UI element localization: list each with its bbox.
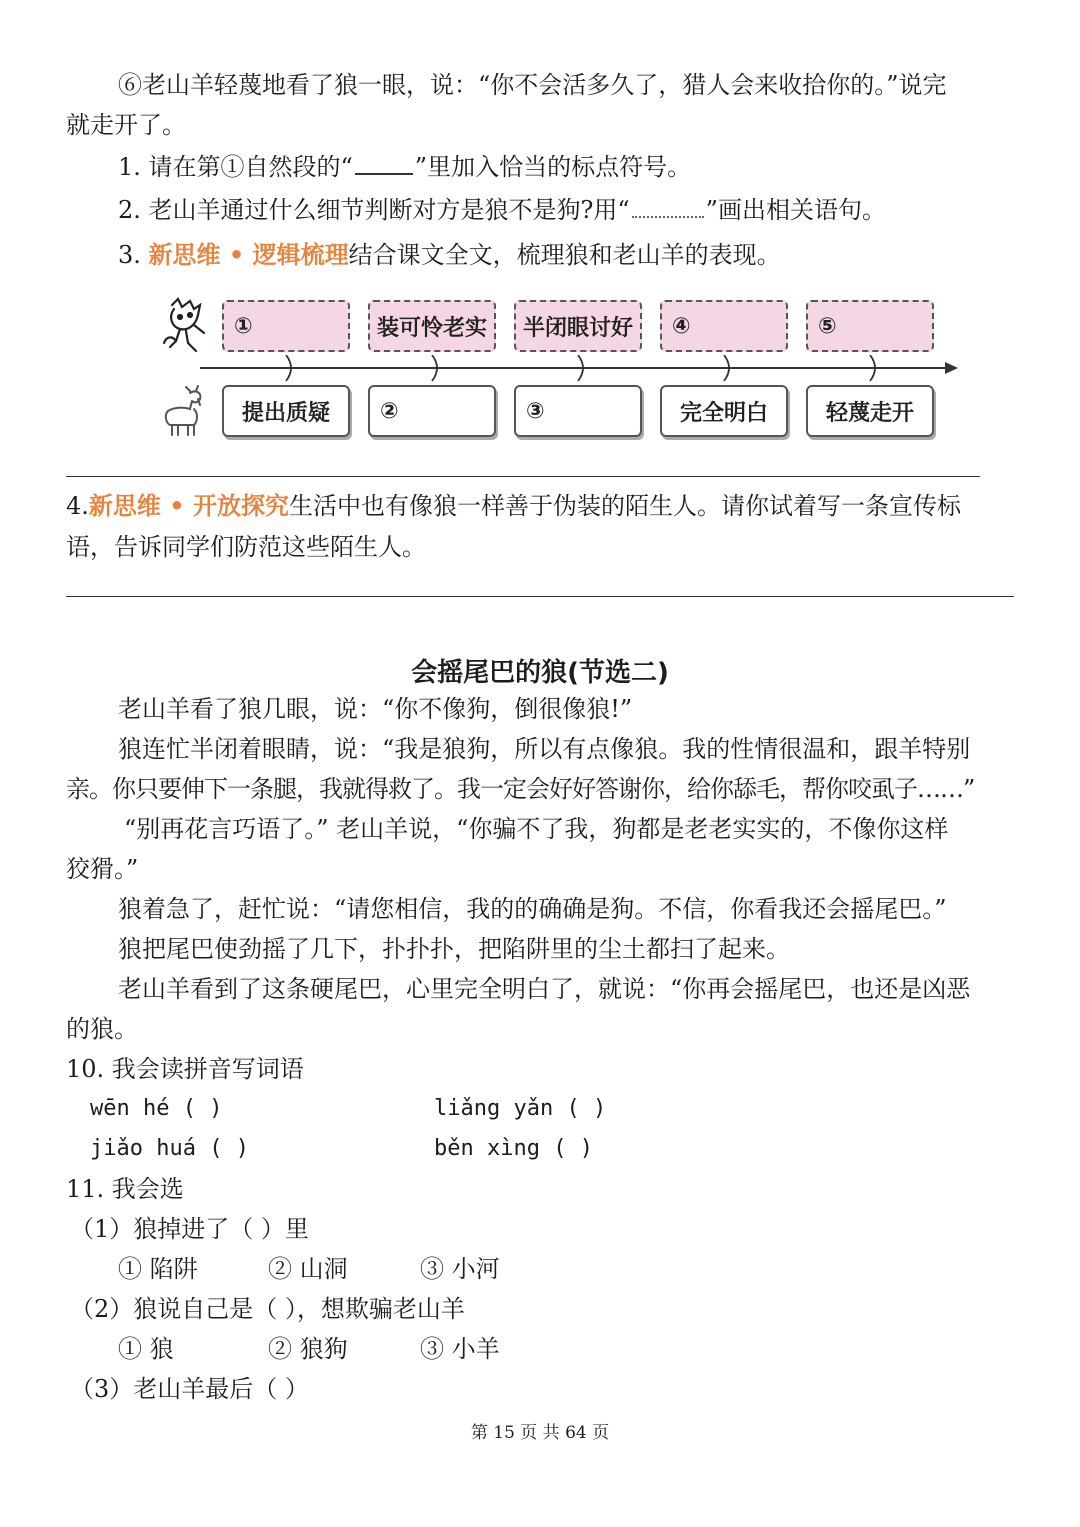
goat-icon bbox=[160, 385, 206, 437]
pinyin-item[interactable]: wēn hé ( ) bbox=[90, 1096, 223, 1121]
question-1-after: ”里加入恰当的标点符号。 bbox=[414, 153, 692, 181]
answer-line-q3[interactable] bbox=[66, 476, 980, 477]
wolf-box-5[interactable]: ⑤ bbox=[806, 300, 934, 352]
goat-box-2[interactable]: ② bbox=[368, 385, 496, 437]
question-1-before: 1. 请在第①自然段的“ bbox=[118, 153, 353, 181]
question-3-number: 3. bbox=[118, 241, 141, 269]
answer-line-q4[interactable] bbox=[66, 596, 1014, 597]
para6-line2: 就走开了。 bbox=[66, 111, 186, 139]
sub-question-2[interactable]: （2）狼说自己是（ ），想欺骗老山羊 bbox=[70, 1295, 465, 1323]
goat-box-5: 轻蔑走开 bbox=[806, 385, 934, 437]
wolf-box-2: 装可怜老实 bbox=[368, 300, 496, 352]
question-4 bbox=[66, 491, 961, 521]
question-3-tag: 新思维 • 逻辑梳理 bbox=[148, 241, 349, 269]
passage-line: 老山羊看了狼几眼，说：“你不像狗，倒很像狼!” bbox=[118, 695, 633, 723]
question-2-before: 2. 老山羊通过什么细节判断对方是狼不是狗?用“ bbox=[118, 196, 630, 224]
question-3 bbox=[118, 240, 781, 270]
passage-line: 亲。你只要伸下一条腿，我就得救了。我一定会好好答谢你，给你舔毛，帮你咬虱子……” bbox=[66, 775, 975, 803]
pinyin-item[interactable]: běn xìng ( ) bbox=[434, 1136, 593, 1161]
passage-line: 的狼。 bbox=[66, 1015, 138, 1043]
question-4-tag: 新思维 • 开放探究 bbox=[88, 492, 289, 520]
wolf-box-1[interactable]: ① bbox=[222, 300, 350, 352]
goat-box-3[interactable]: ③ bbox=[514, 385, 642, 437]
timeline-arrow bbox=[200, 355, 960, 385]
sub-question-1[interactable]: （1）狼掉进了（ ）里 bbox=[70, 1215, 309, 1243]
question-4-line2: 语，告诉同学们防范这些陌生人。 bbox=[66, 533, 426, 561]
passage-line: 狼连忙半闭着眼睛，说：“我是狼狗，所以有点像狼。我的性情很温和，跟羊特别 bbox=[118, 735, 971, 763]
option[interactable]: ② 山洞 bbox=[268, 1255, 348, 1283]
passage-line: 狡猾。” bbox=[66, 855, 139, 883]
answer-blank[interactable] bbox=[355, 153, 413, 175]
option[interactable]: ③ 小羊 bbox=[420, 1335, 500, 1363]
sub-question-3[interactable]: （3）老山羊最后（ ） bbox=[70, 1375, 309, 1403]
passage-line: “别再花言巧语了。” 老山羊说，“你骗不了我，狗都是老老实实的，不像你这样 bbox=[124, 815, 949, 843]
question-1 bbox=[118, 152, 691, 182]
passage-line: 老山羊看到了这条硬尾巴，心里完全明白了，就说：“你再会摇尾巴，也还是凶恶 bbox=[118, 975, 971, 1003]
option[interactable]: ① 狼 bbox=[118, 1335, 174, 1363]
question-3-text: 结合课文全文，梳理狼和老山羊的表现。 bbox=[348, 241, 781, 269]
para6-line1: ⑥老山羊轻蔑地看了狼一眼，说：“你不会活多久了，猎人会来收拾你的。”说完 bbox=[118, 71, 947, 99]
page-footer: 第 15 页 共 64 页 bbox=[470, 1423, 610, 1443]
question-4-number: 4. bbox=[66, 492, 89, 520]
wolf-box-3: 半闭眼讨好 bbox=[514, 300, 642, 352]
option[interactable]: ② 狼狗 bbox=[268, 1335, 348, 1363]
pinyin-item[interactable]: liǎng yǎn ( ) bbox=[434, 1096, 607, 1121]
option[interactable]: ③ 小河 bbox=[420, 1255, 500, 1283]
question-2-after: ”画出相关语句。 bbox=[705, 196, 886, 224]
goat-box-4: 完全明白 bbox=[660, 385, 788, 437]
passage-title: 会摇尾巴的狼(节选二) bbox=[411, 658, 669, 688]
wolf-icon bbox=[160, 295, 210, 357]
goat-box-1: 提出质疑 bbox=[222, 385, 350, 437]
wavy-line-sample bbox=[632, 196, 704, 218]
question-4-text1: 生活中也有像狼一样善于伪装的陌生人。请你试着写一条宣传标 bbox=[288, 492, 961, 520]
passage-line: 狼把尾巴使劲摇了几下，扑扑扑，把陷阱里的尘土都扫了起来。 bbox=[118, 935, 790, 963]
option[interactable]: ① 陷阱 bbox=[118, 1255, 198, 1283]
passage-line: 狼着急了，赶忙说：“请您相信，我的的确确是狗。不信，你看我还会摇尾巴。” bbox=[118, 895, 947, 923]
question-10-title: 10. 我会读拼音写词语 bbox=[66, 1055, 304, 1083]
question-11-title: 11. 我会选 bbox=[66, 1175, 184, 1203]
pinyin-item[interactable]: jiǎo huá ( ) bbox=[90, 1136, 249, 1161]
question-2 bbox=[118, 195, 886, 225]
wolf-box-4[interactable]: ④ bbox=[660, 300, 788, 352]
